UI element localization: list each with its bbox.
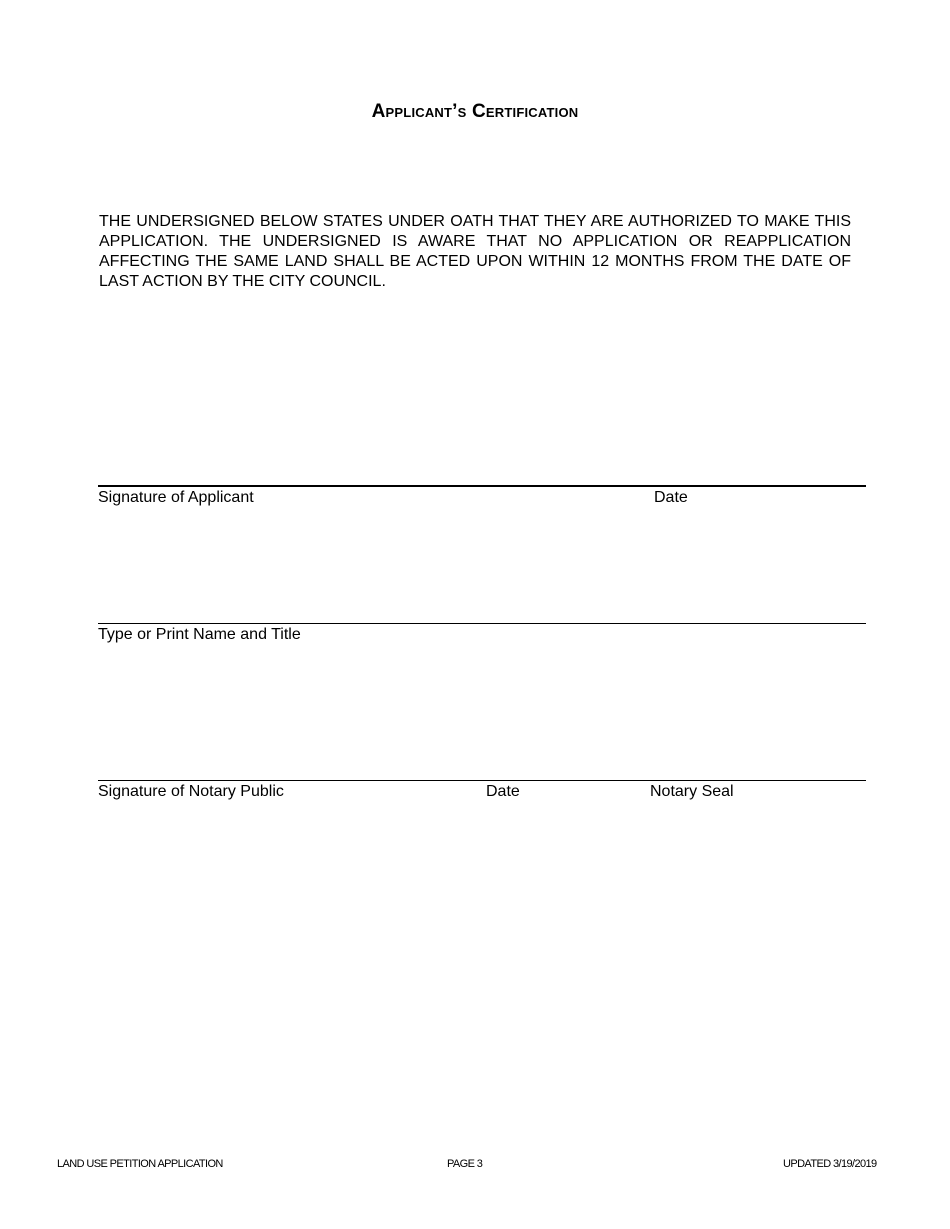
footer-document-name: LAND USE PETITION APPLICATION: [57, 1158, 223, 1170]
notary-signature-line[interactable]: [98, 780, 866, 781]
name-title-line[interactable]: [98, 623, 866, 624]
page-title: Applicant’s Certification: [371, 101, 579, 122]
footer-page-number: PAGE 3: [447, 1158, 483, 1170]
name-title-label: Type or Print Name and Title: [98, 626, 301, 643]
notary-seal-label: Notary Seal: [650, 783, 734, 800]
footer-updated-date: UPDATED 3/19/2019: [783, 1158, 877, 1170]
notary-signature-label: Signature of Notary Public: [98, 783, 284, 800]
applicant-signature-label: Signature of Applicant: [98, 489, 254, 506]
applicant-signature-line[interactable]: [98, 485, 866, 487]
notary-date-label: Date: [486, 783, 520, 800]
oath-statement: THE UNDERSIGNED BELOW STATES UNDER OATH THAT THEY ARE AUTHORIZED TO MAKE THIS APPLICATION. THE UNDERSIGNED IS AWARE THAT NO APPLICATION OR REAPPLICATION AFFECTING THE SAME LAND SHALL BE ACTED UPON WITHIN 12 MONTHS FROM THE DATE OF LAST ACTION BY THE CITY COUNCIL.: [99, 213, 851, 290]
applicant-date-label: Date: [654, 489, 688, 506]
